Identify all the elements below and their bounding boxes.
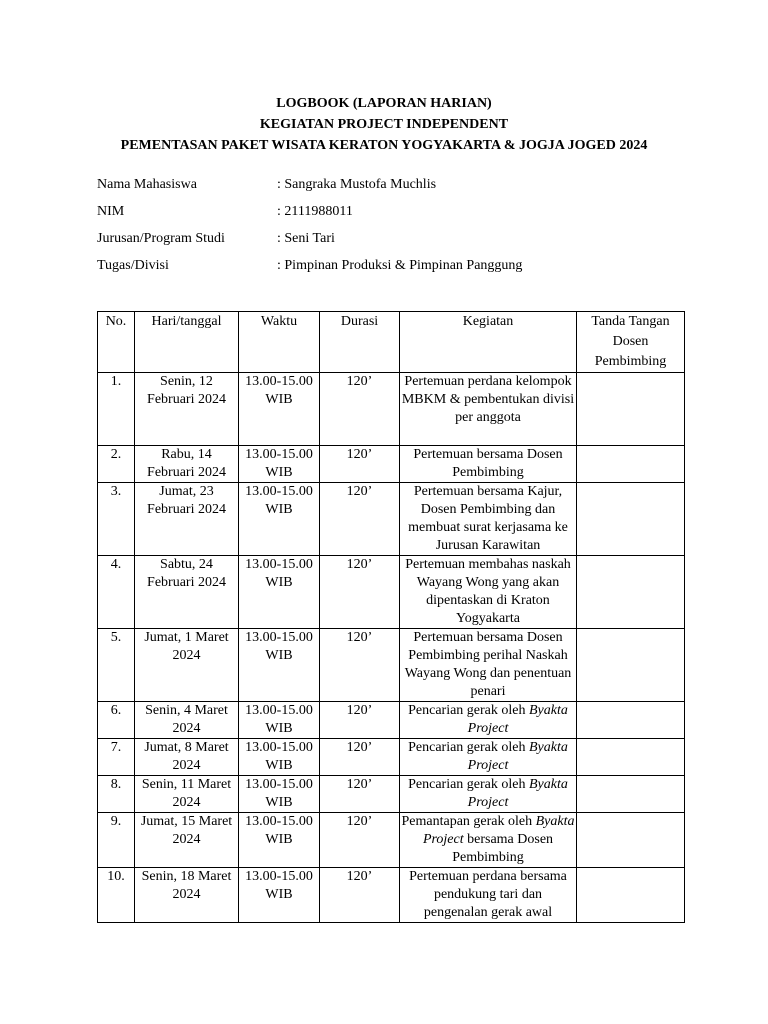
table-row	[98, 702, 685, 739]
column-header-duration: Durasi	[320, 312, 400, 373]
cell-signature	[577, 813, 685, 868]
cell-no: 4.	[98, 556, 135, 629]
info-row-program	[97, 228, 522, 255]
cell-date: Jumat, 23 Februari 2024	[135, 483, 239, 556]
activity-text: Pertemuan bersama Dosen Pembimbing	[413, 447, 563, 480]
activity-text-continued: bersama Dosen Pembimbing	[452, 832, 554, 865]
cell-duration: 120’	[320, 776, 400, 813]
info-label: NIM	[97, 204, 125, 219]
cell-date: Rabu, 14 Februari 2024	[135, 446, 239, 483]
cell-no: 2.	[98, 446, 135, 483]
column-header-date: Hari/tanggal	[135, 312, 239, 373]
table-row	[98, 629, 685, 702]
cell-date: Senin, 18 Maret 2024	[135, 868, 239, 923]
cell-no: 8.	[98, 776, 135, 813]
cell-signature	[577, 868, 685, 923]
cell-activity	[400, 373, 577, 446]
column-header-time: Waktu	[239, 312, 320, 373]
cell-time: 13.00-15.00 WIB	[239, 483, 320, 556]
info-value: : Seni Tari	[277, 231, 335, 246]
info-value: : Sangraka Mustofa Muchlis	[277, 177, 437, 192]
cell-duration: 120’	[320, 629, 400, 702]
title-line-3: PEMENTASAN PAKET WISATA KERATON YOGYAKARTA & JOGJA JOGED 2024	[120, 138, 648, 153]
activity-text: Pencarian gerak oleh	[408, 703, 529, 718]
cell-signature	[577, 373, 685, 446]
cell-activity	[400, 556, 577, 629]
activity-project-name: Byakta Project	[467, 740, 568, 773]
info-row-nim	[97, 201, 522, 228]
cell-signature	[577, 776, 685, 813]
cell-duration: 120’	[320, 446, 400, 483]
cell-no: 6.	[98, 702, 135, 739]
cell-signature	[577, 483, 685, 556]
cell-time: 13.00-15.00 WIB	[239, 373, 320, 446]
cell-no: 3.	[98, 483, 135, 556]
activity-text: Pertemuan perdana bersama pendukung tari dan pengenalan gerak awal	[409, 869, 567, 920]
cell-time: 13.00-15.00 WIB	[239, 446, 320, 483]
cell-signature	[577, 702, 685, 739]
column-header-activity: Kegiatan	[400, 312, 577, 373]
activity-project-name: Byakta Project	[467, 777, 568, 810]
activity-text: Pertemuan perdana kelompok MBKM & pembentukan divisi per anggota	[401, 374, 575, 425]
column-header-no: No.	[98, 312, 135, 373]
cell-activity	[400, 813, 577, 868]
cell-date: Senin, 11 Maret 2024	[135, 776, 239, 813]
table-row	[98, 813, 685, 868]
cell-date: Senin, 12 Februari 2024	[135, 373, 239, 446]
table-header-row	[98, 312, 685, 373]
table-row	[98, 739, 685, 776]
table-row	[98, 483, 685, 556]
cell-signature	[577, 556, 685, 629]
activity-text: Pertemuan membahas naskah Wayang Wong yang akan dipentaskan di Kraton Yogyakarta	[405, 557, 571, 626]
cell-time: 13.00-15.00 WIB	[239, 813, 320, 868]
cell-activity	[400, 776, 577, 813]
cell-duration: 120’	[320, 868, 400, 923]
document-title	[0, 93, 768, 156]
cell-duration: 120’	[320, 373, 400, 446]
cell-activity	[400, 446, 577, 483]
cell-date: Sabtu, 24 Februari 2024	[135, 556, 239, 629]
cell-date: Jumat, 8 Maret 2024	[135, 739, 239, 776]
student-info	[97, 174, 522, 282]
cell-duration: 120’	[320, 702, 400, 739]
cell-duration: 120’	[320, 813, 400, 868]
info-label: Tugas/Divisi	[97, 258, 169, 273]
table-row	[98, 868, 685, 923]
title-line-1: LOGBOOK (LAPORAN HARIAN)	[276, 96, 492, 111]
activity-text: Pertemuan bersama Dosen Pembimbing perihal Naskah Wayang Wong dan penentuan penari	[404, 630, 572, 699]
activity-project-name: Byakta Project	[422, 814, 575, 847]
info-value: : 2111988011	[277, 204, 353, 219]
activity-text: Pencarian gerak oleh	[408, 740, 529, 755]
cell-date: Jumat, 1 Maret 2024	[135, 629, 239, 702]
info-label: Nama Mahasiswa	[97, 177, 197, 192]
info-label: Jurusan/Program Studi	[97, 231, 225, 246]
info-value: : Pimpinan Produksi & Pimpinan Panggung	[277, 258, 523, 273]
cell-time: 13.00-15.00 WIB	[239, 629, 320, 702]
cell-no: 7.	[98, 739, 135, 776]
cell-no: 5.	[98, 629, 135, 702]
cell-date: Jumat, 15 Maret 2024	[135, 813, 239, 868]
activity-text: Pertemuan bersama Kajur, Dosen Pembimbing dan membuat surat kerjasama ke Jurusan Karawitan	[408, 484, 568, 553]
cell-duration: 120’	[320, 739, 400, 776]
cell-time: 13.00-15.00 WIB	[239, 776, 320, 813]
cell-time: 13.00-15.00 WIB	[239, 702, 320, 739]
activity-project-name: Byakta Project	[467, 703, 568, 736]
activity-text: Pencarian gerak oleh	[408, 777, 529, 792]
table-row	[98, 556, 685, 629]
cell-date: Senin, 4 Maret 2024	[135, 702, 239, 739]
cell-signature	[577, 629, 685, 702]
cell-time: 13.00-15.00 WIB	[239, 868, 320, 923]
cell-no: 9.	[98, 813, 135, 868]
cell-activity	[400, 868, 577, 923]
info-row-name	[97, 174, 522, 201]
info-row-division	[97, 255, 522, 282]
cell-activity	[400, 629, 577, 702]
table-row	[98, 373, 685, 446]
table-row	[98, 776, 685, 813]
cell-no: 1.	[98, 373, 135, 446]
cell-time: 13.00-15.00 WIB	[239, 739, 320, 776]
title-line-2: KEGIATAN PROJECT INDEPENDENT	[259, 117, 509, 132]
table-row	[98, 446, 685, 483]
cell-signature	[577, 739, 685, 776]
cell-no: 10.	[98, 868, 135, 923]
activity-text: Pemantapan gerak oleh	[401, 814, 536, 829]
cell-duration: 120’	[320, 556, 400, 629]
cell-signature	[577, 446, 685, 483]
logbook-table	[97, 311, 685, 923]
cell-time: 13.00-15.00 WIB	[239, 556, 320, 629]
cell-activity	[400, 739, 577, 776]
column-header-signature: Tanda Tangan Dosen Pembimbing	[577, 312, 685, 373]
cell-activity	[400, 702, 577, 739]
cell-duration: 120’	[320, 483, 400, 556]
cell-activity	[400, 483, 577, 556]
